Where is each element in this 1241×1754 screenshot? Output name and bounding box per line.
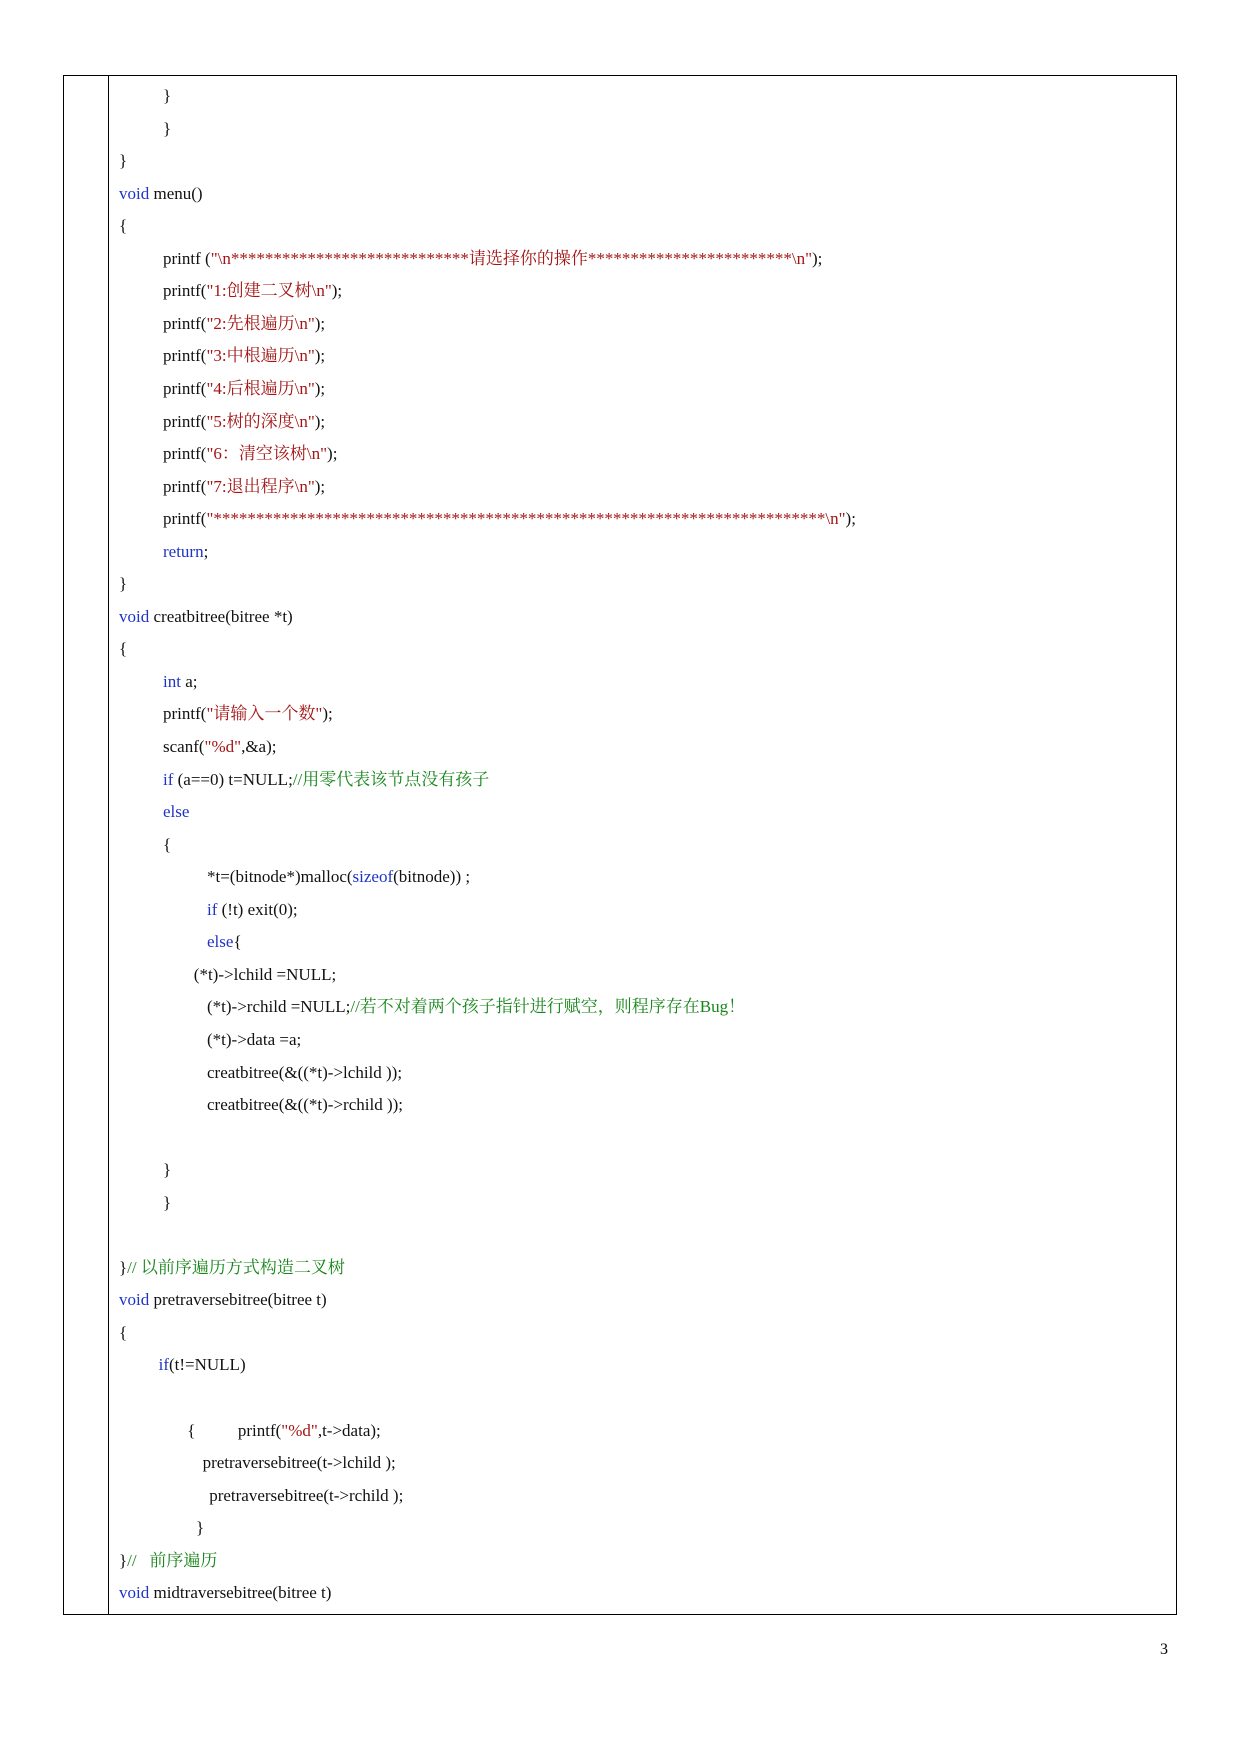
code-line	[209, 1480, 403, 1512]
page-number: 3	[1160, 1641, 1168, 1658]
code-line	[163, 113, 171, 145]
code-token: }	[163, 1160, 172, 1180]
keyword-token: void	[119, 183, 150, 203]
code-token: {	[119, 216, 128, 236]
keyword-token: if	[207, 899, 218, 919]
keyword-token: if	[163, 769, 174, 789]
code-token: (*t)->rchild =NULL;	[207, 997, 351, 1017]
code-line	[163, 1154, 171, 1186]
code-line	[163, 764, 489, 796]
code-token: }	[163, 1192, 172, 1212]
code-token: (a==0) t=NULL;	[173, 769, 293, 789]
code-token: printf(	[163, 378, 207, 398]
code-line	[163, 796, 189, 828]
code-token: );	[314, 378, 326, 398]
code-token: {	[163, 834, 172, 854]
code-token: creatbitree(&((*t)->rchild ));	[207, 1095, 404, 1115]
code-line	[163, 829, 171, 861]
code-line	[119, 1252, 345, 1284]
code-token: {	[119, 1322, 128, 1342]
string-token: "1:创建二叉树\n"	[206, 281, 332, 301]
string-token: "3:中根遍历\n"	[206, 346, 315, 366]
code-token: creatbitree(&((*t)->lchild ));	[207, 1062, 403, 1082]
code-line	[163, 406, 325, 438]
code-line	[119, 178, 203, 210]
code-token: );	[314, 346, 326, 366]
code-token: );	[322, 704, 333, 724]
string-token: "************************************************************************\n"	[206, 509, 846, 529]
string-token: "7:退出程序\n"	[206, 476, 315, 496]
code-line	[163, 275, 342, 307]
code-token: ,t->data);	[317, 1420, 381, 1440]
code-line	[163, 503, 856, 535]
code-line	[163, 471, 325, 503]
code-token: (*t)->lchild =NULL;	[193, 964, 337, 984]
code-line	[203, 1447, 396, 1479]
code-token: );	[327, 444, 338, 464]
code-token: }	[196, 1518, 205, 1538]
code-line	[163, 340, 325, 372]
code-token: { printf(	[187, 1420, 282, 1440]
code-line	[207, 894, 298, 926]
code-token: creatbitree(bitree *t)	[149, 606, 293, 626]
string-token: "\n****************************请选择你的操作************************\n"	[210, 248, 813, 268]
keyword-token: void	[119, 1583, 150, 1603]
code-token: pretraversebitree(t->lchild );	[202, 1453, 396, 1473]
code-token: printf(	[163, 346, 207, 366]
code-line	[207, 1089, 403, 1121]
code-token: printf(	[163, 313, 207, 333]
code-line	[207, 926, 242, 958]
code-line	[163, 536, 208, 568]
code-line	[163, 438, 337, 470]
code-line	[187, 1415, 381, 1447]
string-token: "6：清空该树\n"	[206, 444, 328, 464]
code-token: );	[314, 313, 326, 333]
code-token: );	[845, 509, 856, 529]
code-line	[207, 861, 470, 893]
code-token: (*t)->data =a;	[207, 1029, 302, 1049]
code-line	[119, 210, 127, 242]
code-line	[196, 1512, 204, 1544]
code-line	[119, 1317, 127, 1349]
keyword-token: else	[163, 802, 190, 822]
code-line	[163, 80, 171, 112]
code-token: printf (	[163, 248, 211, 268]
comment-token: // 以前序遍历方式构造二叉树	[127, 1257, 345, 1277]
code-token: a;	[180, 671, 198, 691]
code-token: }	[119, 574, 128, 594]
code-token: {	[119, 639, 128, 659]
code-token: scanf(	[163, 737, 205, 756]
keyword-token: void	[119, 606, 150, 626]
code-token: );	[314, 476, 326, 496]
code-line	[194, 959, 336, 991]
code-line	[119, 601, 293, 633]
code-line	[119, 1545, 217, 1577]
code-line	[163, 373, 325, 405]
code-line	[119, 145, 127, 177]
code-token: midtraversebitree(bitree t)	[149, 1583, 332, 1603]
code-token: );	[314, 411, 326, 431]
code-token: menu()	[149, 183, 203, 203]
code-token: pretraversebitree(bitree t)	[149, 1290, 327, 1310]
code-token: printf(	[163, 281, 207, 301]
string-token: "2:先根遍历\n"	[206, 313, 315, 333]
string-token: "4:后根遍历\n"	[206, 378, 315, 398]
code-token: }	[119, 151, 128, 171]
code-line	[119, 568, 127, 600]
code-line	[119, 1284, 327, 1316]
comment-token: //用零代表该节点没有孩子	[292, 769, 490, 789]
keyword-token: void	[119, 1290, 150, 1310]
code-token: printf(	[163, 444, 207, 464]
code-token: pretraversebitree(t->rchild );	[209, 1485, 404, 1505]
keyword-token: else	[207, 932, 234, 952]
code-token: );	[331, 281, 343, 301]
code-line	[163, 1187, 171, 1219]
code-token: (t!=NULL)	[168, 1355, 246, 1375]
code-line	[163, 731, 276, 763]
code-token: }	[119, 1550, 128, 1570]
string-token: "请输入一个数"	[206, 704, 323, 724]
left-column	[64, 76, 109, 1614]
code-token: }	[163, 118, 172, 138]
comment-token: //若不对着两个孩子指针进行赋空，则程序存在Bug！	[350, 997, 746, 1017]
code-token: {	[233, 932, 242, 952]
string-token: "%d"	[204, 737, 242, 756]
code-token: printf(	[163, 411, 207, 431]
code-token: printf(	[163, 704, 207, 724]
code-line	[163, 243, 822, 275]
code-token: printf(	[163, 476, 207, 496]
keyword-token: if	[158, 1355, 169, 1375]
code-token: }	[163, 86, 172, 105]
code-token: ;	[203, 541, 209, 561]
keyword-token: return	[163, 541, 204, 561]
code-token: *t=(bitnode*)malloc(	[207, 867, 353, 887]
code-token: printf(	[163, 509, 207, 529]
code-line	[207, 991, 745, 1023]
keyword-token: int	[163, 671, 181, 691]
comment-token: // 前序遍历	[127, 1550, 218, 1570]
code-token: );	[812, 248, 823, 268]
code-line	[159, 1349, 246, 1381]
keyword-token: sizeof	[352, 867, 394, 887]
code-line	[207, 1024, 301, 1056]
code-line	[119, 1577, 331, 1609]
code-token: (bitnode)) ;	[393, 867, 471, 887]
code-token: ,&a);	[241, 737, 277, 756]
code-line	[163, 698, 333, 730]
string-token: "%d"	[281, 1420, 318, 1440]
string-token: "5:树的深度\n"	[206, 411, 315, 431]
code-line	[163, 666, 197, 698]
code-line	[207, 1057, 402, 1089]
code-line	[119, 633, 127, 665]
code-token: (!t) exit(0);	[217, 899, 298, 919]
code-token: }	[119, 1257, 128, 1277]
code-line	[163, 308, 325, 340]
